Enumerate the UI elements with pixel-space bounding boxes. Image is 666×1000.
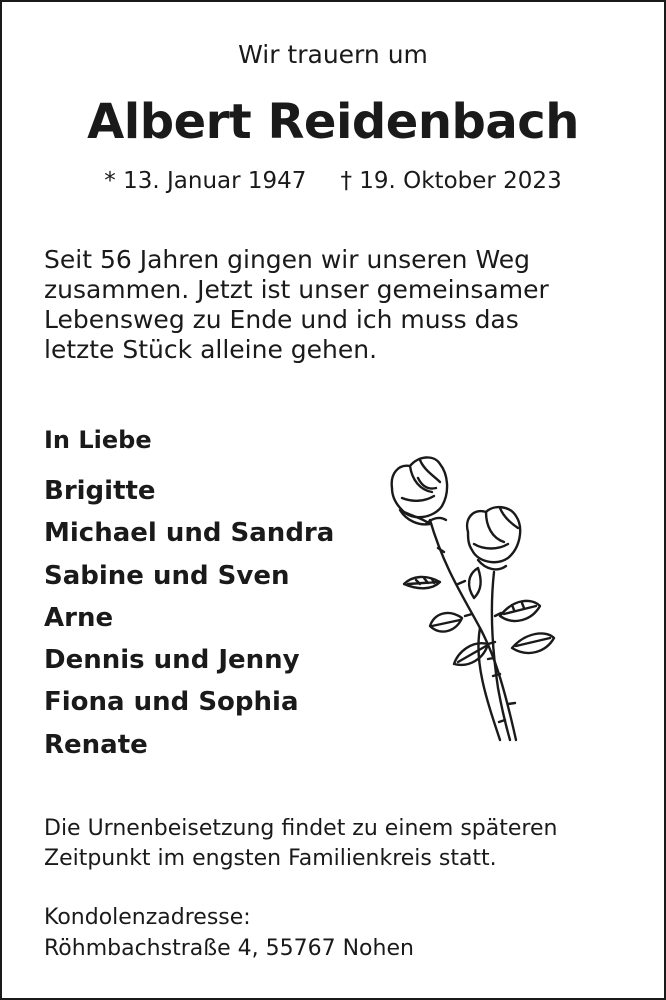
- death-date: † 19. Oktober 2023: [340, 168, 562, 194]
- rose-icon: [382, 448, 582, 748]
- life-dates: [2, 168, 664, 194]
- in-love-heading: In Liebe: [44, 426, 152, 454]
- intro-text: Wir trauern um: [238, 40, 428, 69]
- verse-line: Lebensweg zu Ende und ich muss das: [44, 305, 519, 334]
- mourner-item: Michael und Sandra: [44, 518, 335, 549]
- mourner-item: Renate: [44, 729, 148, 760]
- mourners-list: [44, 472, 334, 768]
- mourner-item: Dennis und Jenny: [44, 645, 300, 676]
- mourner-item: Sabine und Sven: [44, 560, 290, 591]
- mourner-item: Brigitte: [44, 476, 156, 506]
- burial-notice: [44, 814, 557, 874]
- mourner-item: Arne: [44, 602, 114, 633]
- condolence-address: [44, 902, 414, 964]
- verse-line: letzte Stück alleine gehen.: [44, 335, 378, 364]
- verse-line: zusammen. Jetzt ist unser gemeinsamer: [44, 275, 549, 304]
- mourner-item: Fiona und Sophia: [44, 687, 299, 718]
- burial-line: Die Urnenbeisetzung findet zu einem späteren: [44, 816, 558, 841]
- birth-date: * 13. Januar 1947: [104, 168, 307, 194]
- verse-line: Seit 56 Jahren gingen wir unseren Weg: [44, 245, 530, 274]
- address-label: Kondolenzadresse:: [44, 905, 251, 930]
- address-value: Röhmbachstraße 4, 55767 Nohen: [44, 936, 414, 961]
- deceased-name: Albert Reidenbach: [87, 94, 579, 150]
- burial-line: Zeitpunkt im engsten Familienkreis statt.: [44, 846, 497, 871]
- memorial-verse: [44, 245, 549, 365]
